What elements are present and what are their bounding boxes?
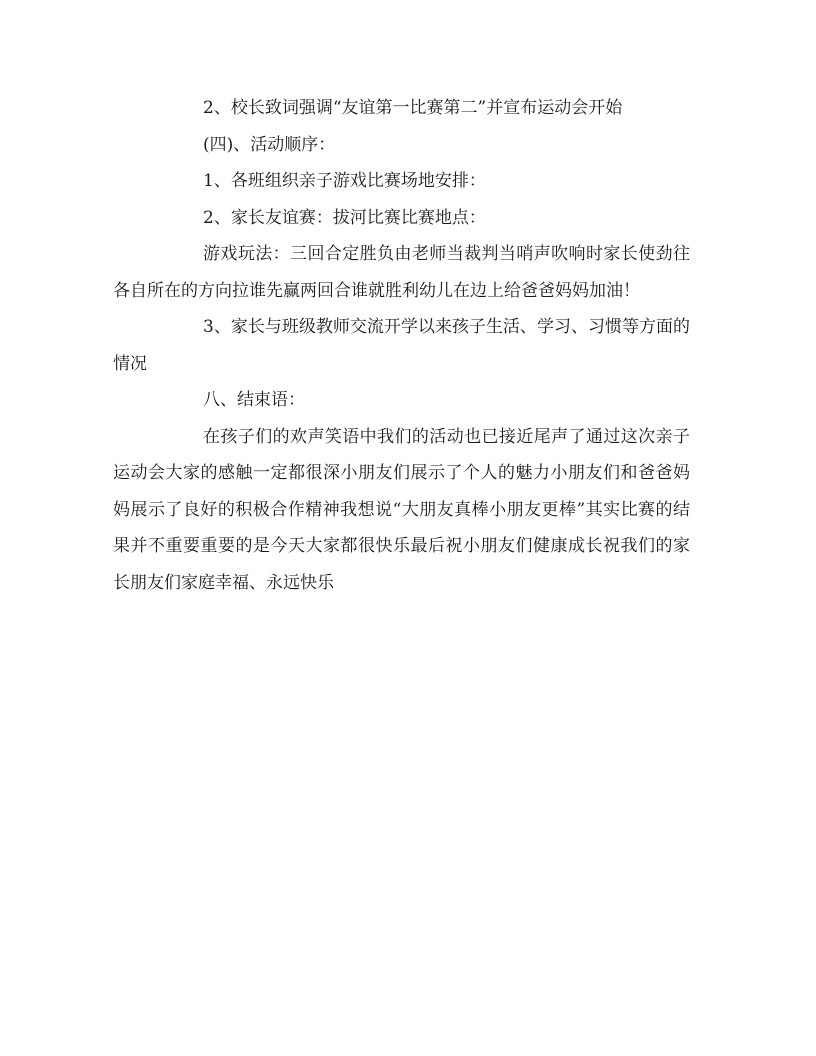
paragraph-closing-heading: 八、结束语： bbox=[203, 390, 305, 410]
paragraph-item-1: 1、各班组织亲子游戏比赛场地安排： bbox=[203, 171, 486, 191]
paragraph-activity-order-heading: (四)、活动顺序： bbox=[203, 134, 336, 155]
paragraph-closing-remarks: 在孩子们的欢声笑语中我们的活动也已接近尾声了通过这次亲子运动会大家的感触一定都很深小朋友们展示了个人的魅力小朋友们和爸爸妈妈展示了良好的积极合作精神我想说“大朋友真棒小朋友更棒”其实比赛的结果并不重要重要的是今天大家都很快乐最后祝小朋友们健康成长祝我们的家长朋友们家庭幸福、永远快乐 bbox=[113, 426, 690, 593]
paragraph-opening-speech: 2、校长致词强调“友谊第一比赛第二”并宣布运动会开始 bbox=[203, 98, 623, 118]
paragraph-item-2: 2、家长友谊赛：拔河比赛比赛地点： bbox=[203, 207, 486, 228]
paragraph-game-rules: 游戏玩法：三回合定胜负由老师当裁判当哨声吹响时家长使劲往各自所在的方向拉谁先赢两回合谁就胜利幼儿在边上给爸爸妈妈加油！ bbox=[113, 244, 690, 301]
paragraph-item-3: 3、家长与班级教师交流开学以来孩子生活、学习、习惯等方面的情况 bbox=[113, 317, 690, 374]
document-body bbox=[113, 90, 690, 601]
